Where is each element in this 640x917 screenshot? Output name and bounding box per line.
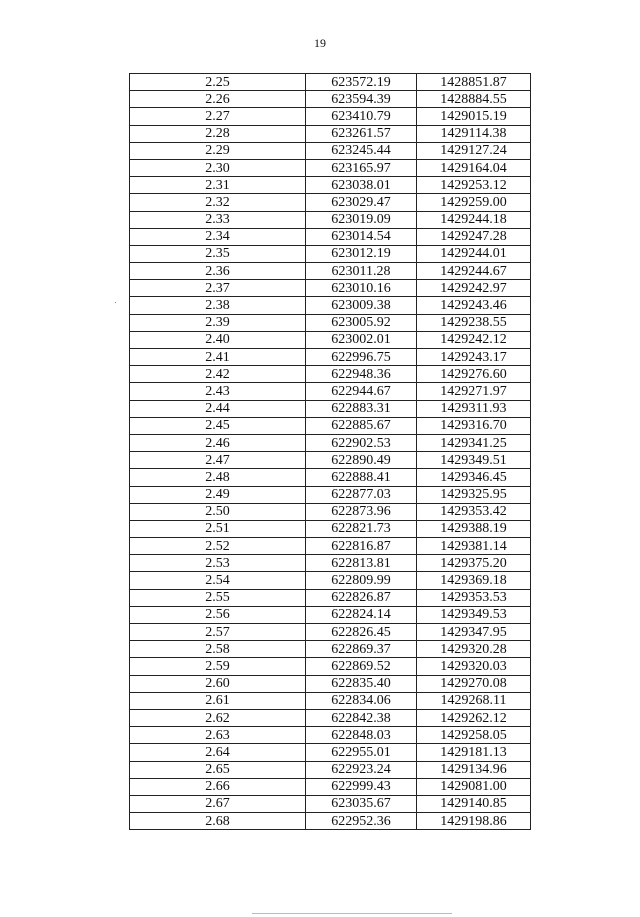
y-coordinate-cell: 1429244.67 bbox=[417, 263, 531, 280]
table-row bbox=[130, 813, 531, 830]
point-number-cell: 2.32 bbox=[130, 194, 306, 211]
x-coordinate-cell: 623005.92 bbox=[306, 314, 417, 331]
table-row bbox=[130, 520, 531, 537]
y-coordinate-cell: 1429140.85 bbox=[417, 795, 531, 812]
point-number-cell: 2.63 bbox=[130, 727, 306, 744]
coordinates-table-body bbox=[130, 74, 531, 830]
table-row bbox=[130, 761, 531, 778]
x-coordinate-cell: 622835.40 bbox=[306, 675, 417, 692]
table-row bbox=[130, 658, 531, 675]
point-number-cell: 2.35 bbox=[130, 245, 306, 262]
table-row bbox=[130, 692, 531, 709]
x-coordinate-cell: 623038.01 bbox=[306, 177, 417, 194]
table-row bbox=[130, 142, 531, 159]
point-number-cell: 2.28 bbox=[130, 125, 306, 142]
point-number-cell: 2.60 bbox=[130, 675, 306, 692]
y-coordinate-cell: 1429081.00 bbox=[417, 778, 531, 795]
y-coordinate-cell: 1429270.08 bbox=[417, 675, 531, 692]
point-number-cell: 2.31 bbox=[130, 177, 306, 194]
point-number-cell: 2.29 bbox=[130, 142, 306, 159]
y-coordinate-cell: 1429271.97 bbox=[417, 383, 531, 400]
page-number: 19 bbox=[314, 36, 326, 50]
scan-mark-left bbox=[115, 302, 116, 303]
x-coordinate-cell: 622816.87 bbox=[306, 538, 417, 555]
x-coordinate-cell: 622885.67 bbox=[306, 417, 417, 434]
x-coordinate-cell: 623019.09 bbox=[306, 211, 417, 228]
point-number-cell: 2.66 bbox=[130, 778, 306, 795]
table-row bbox=[130, 74, 531, 91]
y-coordinate-cell: 1429388.19 bbox=[417, 520, 531, 537]
table-row bbox=[130, 641, 531, 658]
table-row bbox=[130, 417, 531, 434]
table-row bbox=[130, 194, 531, 211]
table-row bbox=[130, 589, 531, 606]
table-row bbox=[130, 400, 531, 417]
table-row bbox=[130, 349, 531, 366]
point-number-cell: 2.64 bbox=[130, 744, 306, 761]
y-coordinate-cell: 1429325.95 bbox=[417, 486, 531, 503]
x-coordinate-cell: 623261.57 bbox=[306, 125, 417, 142]
x-coordinate-cell: 623011.28 bbox=[306, 263, 417, 280]
y-coordinate-cell: 1429127.24 bbox=[417, 142, 531, 159]
y-coordinate-cell: 1429375.20 bbox=[417, 555, 531, 572]
table-row bbox=[130, 280, 531, 297]
y-coordinate-cell: 1429243.17 bbox=[417, 349, 531, 366]
x-coordinate-cell: 623594.39 bbox=[306, 91, 417, 108]
point-number-cell: 2.30 bbox=[130, 159, 306, 176]
table-row bbox=[130, 314, 531, 331]
x-coordinate-cell: 622883.31 bbox=[306, 400, 417, 417]
y-coordinate-cell: 1429353.42 bbox=[417, 503, 531, 520]
table-row bbox=[130, 486, 531, 503]
point-number-cell: 2.34 bbox=[130, 228, 306, 245]
x-coordinate-cell: 622869.52 bbox=[306, 658, 417, 675]
table-row bbox=[130, 434, 531, 451]
table-row bbox=[130, 91, 531, 108]
y-coordinate-cell: 1429369.18 bbox=[417, 572, 531, 589]
y-coordinate-cell: 1429268.11 bbox=[417, 692, 531, 709]
x-coordinate-cell: 622877.03 bbox=[306, 486, 417, 503]
table-row bbox=[130, 452, 531, 469]
table-row bbox=[130, 245, 531, 262]
point-number-cell: 2.58 bbox=[130, 641, 306, 658]
x-coordinate-cell: 623002.01 bbox=[306, 331, 417, 348]
x-coordinate-cell: 622826.45 bbox=[306, 624, 417, 641]
table-row bbox=[130, 469, 531, 486]
table-row bbox=[130, 211, 531, 228]
x-coordinate-cell: 623410.79 bbox=[306, 108, 417, 125]
point-number-cell: 2.51 bbox=[130, 520, 306, 537]
point-number-cell: 2.50 bbox=[130, 503, 306, 520]
x-coordinate-cell: 622813.81 bbox=[306, 555, 417, 572]
point-number-cell: 2.43 bbox=[130, 383, 306, 400]
y-coordinate-cell: 1429253.12 bbox=[417, 177, 531, 194]
y-coordinate-cell: 1429316.70 bbox=[417, 417, 531, 434]
x-coordinate-cell: 622888.41 bbox=[306, 469, 417, 486]
y-coordinate-cell: 1429134.96 bbox=[417, 761, 531, 778]
y-coordinate-cell: 1429341.25 bbox=[417, 434, 531, 451]
x-coordinate-cell: 622821.73 bbox=[306, 520, 417, 537]
point-number-cell: 2.61 bbox=[130, 692, 306, 709]
y-coordinate-cell: 1429262.12 bbox=[417, 709, 531, 726]
x-coordinate-cell: 623029.47 bbox=[306, 194, 417, 211]
x-coordinate-cell: 622955.01 bbox=[306, 744, 417, 761]
point-number-cell: 2.44 bbox=[130, 400, 306, 417]
y-coordinate-cell: 1428851.87 bbox=[417, 74, 531, 91]
point-number-cell: 2.38 bbox=[130, 297, 306, 314]
x-coordinate-cell: 622869.37 bbox=[306, 641, 417, 658]
y-coordinate-cell: 1429276.60 bbox=[417, 366, 531, 383]
table-row bbox=[130, 778, 531, 795]
table-row bbox=[130, 331, 531, 348]
point-number-cell: 2.56 bbox=[130, 606, 306, 623]
y-coordinate-cell: 1429349.51 bbox=[417, 452, 531, 469]
point-number-cell: 2.48 bbox=[130, 469, 306, 486]
x-coordinate-cell: 623035.67 bbox=[306, 795, 417, 812]
point-number-cell: 2.40 bbox=[130, 331, 306, 348]
point-number-cell: 2.37 bbox=[130, 280, 306, 297]
x-coordinate-cell: 622834.06 bbox=[306, 692, 417, 709]
x-coordinate-cell: 623012.19 bbox=[306, 245, 417, 262]
point-number-cell: 2.68 bbox=[130, 813, 306, 830]
table-row bbox=[130, 624, 531, 641]
table-row bbox=[130, 727, 531, 744]
table-row bbox=[130, 228, 531, 245]
x-coordinate-cell: 622952.36 bbox=[306, 813, 417, 830]
y-coordinate-cell: 1429349.53 bbox=[417, 606, 531, 623]
point-number-cell: 2.39 bbox=[130, 314, 306, 331]
scan-mark-bottom bbox=[252, 913, 452, 914]
table-row bbox=[130, 555, 531, 572]
table-row bbox=[130, 709, 531, 726]
x-coordinate-cell: 622902.53 bbox=[306, 434, 417, 451]
y-coordinate-cell: 1429259.00 bbox=[417, 194, 531, 211]
y-coordinate-cell: 1429247.28 bbox=[417, 228, 531, 245]
point-number-cell: 2.33 bbox=[130, 211, 306, 228]
y-coordinate-cell: 1429242.97 bbox=[417, 280, 531, 297]
table-row bbox=[130, 263, 531, 280]
x-coordinate-cell: 622842.38 bbox=[306, 709, 417, 726]
x-coordinate-cell: 622999.43 bbox=[306, 778, 417, 795]
x-coordinate-cell: 622890.49 bbox=[306, 452, 417, 469]
x-coordinate-cell: 622809.99 bbox=[306, 572, 417, 589]
table-row bbox=[130, 297, 531, 314]
point-number-cell: 2.49 bbox=[130, 486, 306, 503]
table-row bbox=[130, 366, 531, 383]
table-row bbox=[130, 383, 531, 400]
y-coordinate-cell: 1429243.46 bbox=[417, 297, 531, 314]
y-coordinate-cell: 1429238.55 bbox=[417, 314, 531, 331]
y-coordinate-cell: 1429347.95 bbox=[417, 624, 531, 641]
table-row bbox=[130, 159, 531, 176]
point-number-cell: 2.62 bbox=[130, 709, 306, 726]
point-number-cell: 2.45 bbox=[130, 417, 306, 434]
point-number-cell: 2.59 bbox=[130, 658, 306, 675]
x-coordinate-cell: 623009.38 bbox=[306, 297, 417, 314]
point-number-cell: 2.55 bbox=[130, 589, 306, 606]
point-number-cell: 2.36 bbox=[130, 263, 306, 280]
y-coordinate-cell: 1429244.18 bbox=[417, 211, 531, 228]
point-number-cell: 2.25 bbox=[130, 74, 306, 91]
point-number-cell: 2.47 bbox=[130, 452, 306, 469]
y-coordinate-cell: 1429258.05 bbox=[417, 727, 531, 744]
y-coordinate-cell: 1429244.01 bbox=[417, 245, 531, 262]
table-row bbox=[130, 125, 531, 142]
table-row bbox=[130, 503, 531, 520]
y-coordinate-cell: 1429353.53 bbox=[417, 589, 531, 606]
y-coordinate-cell: 1429320.03 bbox=[417, 658, 531, 675]
x-coordinate-cell: 623245.44 bbox=[306, 142, 417, 159]
y-coordinate-cell: 1429242.12 bbox=[417, 331, 531, 348]
table-row bbox=[130, 538, 531, 555]
y-coordinate-cell: 1429164.04 bbox=[417, 159, 531, 176]
x-coordinate-cell: 622826.87 bbox=[306, 589, 417, 606]
point-number-cell: 2.26 bbox=[130, 91, 306, 108]
point-number-cell: 2.27 bbox=[130, 108, 306, 125]
table-row bbox=[130, 795, 531, 812]
table-row bbox=[130, 572, 531, 589]
point-number-cell: 2.54 bbox=[130, 572, 306, 589]
y-coordinate-cell: 1429181.13 bbox=[417, 744, 531, 761]
point-number-cell: 2.57 bbox=[130, 624, 306, 641]
y-coordinate-cell: 1429381.14 bbox=[417, 538, 531, 555]
x-coordinate-cell: 623014.54 bbox=[306, 228, 417, 245]
x-coordinate-cell: 623010.16 bbox=[306, 280, 417, 297]
y-coordinate-cell: 1429346.45 bbox=[417, 469, 531, 486]
x-coordinate-cell: 623165.97 bbox=[306, 159, 417, 176]
point-number-cell: 2.46 bbox=[130, 434, 306, 451]
table-row bbox=[130, 108, 531, 125]
point-number-cell: 2.52 bbox=[130, 538, 306, 555]
x-coordinate-cell: 622944.67 bbox=[306, 383, 417, 400]
point-number-cell: 2.65 bbox=[130, 761, 306, 778]
x-coordinate-cell: 622996.75 bbox=[306, 349, 417, 366]
x-coordinate-cell: 622873.96 bbox=[306, 503, 417, 520]
table-row bbox=[130, 177, 531, 194]
point-number-cell: 2.53 bbox=[130, 555, 306, 572]
x-coordinate-cell: 622923.24 bbox=[306, 761, 417, 778]
x-coordinate-cell: 622948.36 bbox=[306, 366, 417, 383]
y-coordinate-cell: 1429015.19 bbox=[417, 108, 531, 125]
table-row bbox=[130, 606, 531, 623]
point-number-cell: 2.67 bbox=[130, 795, 306, 812]
point-number-cell: 2.41 bbox=[130, 349, 306, 366]
y-coordinate-cell: 1428884.55 bbox=[417, 91, 531, 108]
x-coordinate-cell: 622824.14 bbox=[306, 606, 417, 623]
x-coordinate-cell: 622848.03 bbox=[306, 727, 417, 744]
x-coordinate-cell: 623572.19 bbox=[306, 74, 417, 91]
table-row bbox=[130, 675, 531, 692]
table-row bbox=[130, 744, 531, 761]
y-coordinate-cell: 1429114.38 bbox=[417, 125, 531, 142]
coordinates-table bbox=[129, 73, 531, 830]
y-coordinate-cell: 1429311.93 bbox=[417, 400, 531, 417]
y-coordinate-cell: 1429198.86 bbox=[417, 813, 531, 830]
y-coordinate-cell: 1429320.28 bbox=[417, 641, 531, 658]
point-number-cell: 2.42 bbox=[130, 366, 306, 383]
